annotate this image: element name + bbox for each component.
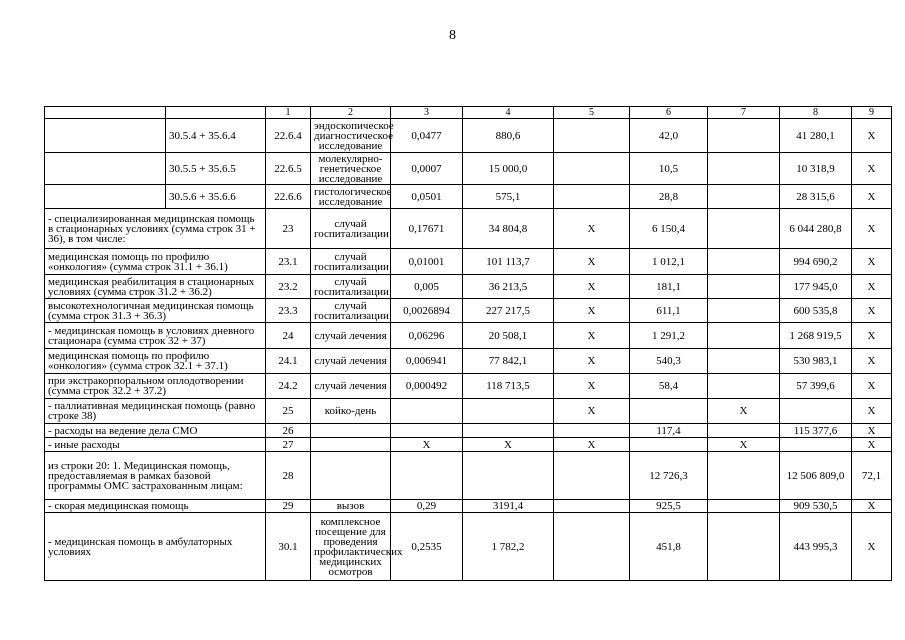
table-row	[45, 349, 892, 374]
blank-cell	[45, 153, 166, 185]
cell-col7: X	[708, 399, 780, 424]
header-cell-3: 3	[391, 107, 463, 119]
row-number: 28	[266, 452, 311, 500]
cell-col6: 451,8	[630, 513, 708, 581]
row-number: 25	[266, 399, 311, 424]
header-cell-7: 7	[708, 107, 780, 119]
cell-col6	[630, 399, 708, 424]
row-name: медицинская реабилитация в стационарных условиях (сумма строк 31.2 + 36.2)	[45, 275, 266, 299]
row-unit: комплексное посещение для проведения профилактических медицинских осмотров	[311, 513, 391, 581]
cell-col9: X	[852, 209, 892, 249]
row-name: - медицинская помощь в амбулаторных условиях	[45, 513, 266, 581]
row-name: - специализированная медицинская помощь в стационарных условиях (сумма строк 31 + 36), в том числе:	[45, 209, 266, 249]
cell-col4: 101 113,7	[463, 249, 554, 275]
header-cell-9: 9	[852, 107, 892, 119]
cell-col9: X	[852, 424, 892, 438]
header-cell-blank-2	[166, 107, 266, 119]
cell-col7	[708, 249, 780, 275]
row-unit: случай госпитализации	[311, 249, 391, 275]
cell-col7	[708, 374, 780, 399]
row-number: 23.2	[266, 275, 311, 299]
cell-col8: 6 044 280,8	[780, 209, 852, 249]
blank-cell	[45, 119, 166, 153]
cell-col4: 1 782,2	[463, 513, 554, 581]
row-name: высокотехнологичная медицинская помощь (сумма строк 31.3 + 36.3)	[45, 299, 266, 323]
row-number: 22.6.6	[266, 185, 311, 209]
row-unit: случай лечения	[311, 323, 391, 349]
cell-col7: X	[708, 438, 780, 452]
cell-col6: 117,4	[630, 424, 708, 438]
cell-col8: 909 530,5	[780, 500, 852, 513]
row-code: 30.5.6 + 35.6.6	[166, 185, 266, 209]
table-row	[45, 399, 892, 424]
cell-col3: 0,0477	[391, 119, 463, 153]
cell-col6: 42,0	[630, 119, 708, 153]
blank-cell	[45, 185, 166, 209]
row-name: - иные расходы	[45, 438, 266, 452]
row-unit: случай госпитализации	[311, 209, 391, 249]
header-cell-1: 1	[266, 107, 311, 119]
table-row	[45, 185, 892, 209]
cell-col3: X	[391, 438, 463, 452]
table-row	[45, 513, 892, 581]
cell-col9: X	[852, 275, 892, 299]
cell-col7	[708, 323, 780, 349]
cell-col3: 0,0026894	[391, 299, 463, 323]
cell-col8: 115 377,6	[780, 424, 852, 438]
cell-col4	[463, 399, 554, 424]
cell-col4: 15 000,0	[463, 153, 554, 185]
row-unit: койко-день	[311, 399, 391, 424]
row-name: - расходы на ведение дела СМО	[45, 424, 266, 438]
cell-col4: 36 213,5	[463, 275, 554, 299]
cell-col4: 118 713,5	[463, 374, 554, 399]
row-unit: эндоскопическое диагностическое исследование	[311, 119, 391, 153]
cell-col7	[708, 500, 780, 513]
cell-col8: 443 995,3	[780, 513, 852, 581]
cell-col8: 57 399,6	[780, 374, 852, 399]
cell-col8	[780, 438, 852, 452]
cell-col9: X	[852, 500, 892, 513]
table-row	[45, 249, 892, 275]
cell-col5: X	[554, 209, 630, 249]
cell-col6: 611,1	[630, 299, 708, 323]
data-table	[44, 106, 892, 581]
row-name: - скорая медицинская помощь	[45, 500, 266, 513]
cell-col9: X	[852, 513, 892, 581]
row-unit: случай лечения	[311, 374, 391, 399]
cell-col3: 0,01001	[391, 249, 463, 275]
cell-col9: X	[852, 399, 892, 424]
cell-col6: 181,1	[630, 275, 708, 299]
cell-col8: 10 318,9	[780, 153, 852, 185]
row-number: 23.3	[266, 299, 311, 323]
cell-col9: X	[852, 349, 892, 374]
cell-col6: 1 012,1	[630, 249, 708, 275]
cell-col3: 0,0501	[391, 185, 463, 209]
cell-col4: 77 842,1	[463, 349, 554, 374]
cell-col5	[554, 500, 630, 513]
row-number: 23.1	[266, 249, 311, 275]
cell-col8: 28 315,6	[780, 185, 852, 209]
cell-col4	[463, 452, 554, 500]
header-cell-5: 5	[554, 107, 630, 119]
cell-col7	[708, 185, 780, 209]
table-row	[45, 299, 892, 323]
cell-col5: X	[554, 438, 630, 452]
row-number: 23	[266, 209, 311, 249]
cell-col8: 1 268 919,5	[780, 323, 852, 349]
table-row	[45, 153, 892, 185]
table-row	[45, 209, 892, 249]
cell-col9: X	[852, 374, 892, 399]
cell-col7	[708, 424, 780, 438]
cell-col6: 10,5	[630, 153, 708, 185]
cell-col6: 6 150,4	[630, 209, 708, 249]
row-number: 30.1	[266, 513, 311, 581]
cell-col6: 12 726,3	[630, 452, 708, 500]
cell-col4: 3191,4	[463, 500, 554, 513]
cell-col3: 0,29	[391, 500, 463, 513]
cell-col8: 12 506 809,0	[780, 452, 852, 500]
cell-col7	[708, 209, 780, 249]
row-number: 22.6.4	[266, 119, 311, 153]
cell-col5	[554, 153, 630, 185]
cell-col5: X	[554, 399, 630, 424]
cell-col4	[463, 424, 554, 438]
row-unit: гистологическое исследование	[311, 185, 391, 209]
cell-col3	[391, 424, 463, 438]
table-row	[45, 424, 892, 438]
cell-col5: X	[554, 323, 630, 349]
cell-col8: 600 535,8	[780, 299, 852, 323]
cell-col7	[708, 299, 780, 323]
table-row	[45, 119, 892, 153]
cell-col4: 20 508,1	[463, 323, 554, 349]
cell-col9: X	[852, 153, 892, 185]
cell-col5	[554, 119, 630, 153]
cell-col6: 925,5	[630, 500, 708, 513]
row-number: 24.2	[266, 374, 311, 399]
table-row	[45, 275, 892, 299]
cell-col5	[554, 452, 630, 500]
header-row	[45, 107, 892, 119]
cell-col6	[630, 438, 708, 452]
cell-col9: X	[852, 299, 892, 323]
cell-col8: 41 280,1	[780, 119, 852, 153]
cell-col5: X	[554, 299, 630, 323]
cell-col7	[708, 349, 780, 374]
row-name: медицинская помощь по профилю «онкология» (сумма строк 32.1 + 37.1)	[45, 349, 266, 374]
row-code: 30.5.5 + 35.6.5	[166, 153, 266, 185]
cell-col3: 0,005	[391, 275, 463, 299]
table-row	[45, 323, 892, 349]
row-name: при экстракорпоральном оплодотворении (сумма строк 32.2 + 37.2)	[45, 374, 266, 399]
cell-col9: X	[852, 438, 892, 452]
table-row	[45, 500, 892, 513]
cell-col6: 540,3	[630, 349, 708, 374]
cell-col8: 177 945,0	[780, 275, 852, 299]
header-cell-blank	[45, 107, 166, 119]
cell-col5	[554, 513, 630, 581]
row-unit: случай лечения	[311, 349, 391, 374]
cell-col5: X	[554, 349, 630, 374]
cell-col7	[708, 119, 780, 153]
row-unit	[311, 424, 391, 438]
cell-col3: 0,06296	[391, 323, 463, 349]
row-unit: случай госпитализации	[311, 299, 391, 323]
row-number: 26	[266, 424, 311, 438]
cell-col3	[391, 452, 463, 500]
cell-col4: 575,1	[463, 185, 554, 209]
cell-col9: X	[852, 119, 892, 153]
table-row	[45, 452, 892, 500]
cell-col4: 34 804,8	[463, 209, 554, 249]
table-row	[45, 374, 892, 399]
cell-col7	[708, 275, 780, 299]
header-cell-8: 8	[780, 107, 852, 119]
cell-col9: X	[852, 323, 892, 349]
row-unit: молекулярно-генетическое исследование	[311, 153, 391, 185]
cell-col7	[708, 452, 780, 500]
cell-col3	[391, 399, 463, 424]
cell-col9: X	[852, 185, 892, 209]
cell-col5: X	[554, 374, 630, 399]
cell-col8: 994 690,2	[780, 249, 852, 275]
cell-col7	[708, 513, 780, 581]
cell-col3: 0,006941	[391, 349, 463, 374]
row-unit	[311, 438, 391, 452]
row-number: 24	[266, 323, 311, 349]
row-code: 30.5.4 + 35.6.4	[166, 119, 266, 153]
cell-col5	[554, 185, 630, 209]
row-number: 27	[266, 438, 311, 452]
cell-col3: 0,17671	[391, 209, 463, 249]
header-cell-2: 2	[311, 107, 391, 119]
row-number: 22.6.5	[266, 153, 311, 185]
row-number: 29	[266, 500, 311, 513]
cell-col6: 28,8	[630, 185, 708, 209]
header-cell-4: 4	[463, 107, 554, 119]
cell-col3: 0,2535	[391, 513, 463, 581]
row-unit: вызов	[311, 500, 391, 513]
cell-col5: X	[554, 249, 630, 275]
cell-col6: 58,4	[630, 374, 708, 399]
cell-col8: 530 983,1	[780, 349, 852, 374]
cell-col4: 227 217,5	[463, 299, 554, 323]
table-row	[45, 438, 892, 452]
row-unit: случай госпитализации	[311, 275, 391, 299]
cell-col3: 0,000492	[391, 374, 463, 399]
row-number: 24.1	[266, 349, 311, 374]
cell-col6: 1 291,2	[630, 323, 708, 349]
row-name: из строки 20: 1. Медицинская помощь, предоставляемая в рамках базовой программы ОМС застрахованным лицам:	[45, 452, 266, 500]
row-unit	[311, 452, 391, 500]
cell-col4: 880,6	[463, 119, 554, 153]
cell-col7	[708, 153, 780, 185]
cell-col9: 72,1	[852, 452, 892, 500]
row-name: медицинская помощь по профилю «онкология» (сумма строк 31.1 + 36.1)	[45, 249, 266, 275]
cell-col3: 0,0007	[391, 153, 463, 185]
row-name: - медицинская помощь в условиях дневного стационара (сумма строк 32 + 37)	[45, 323, 266, 349]
cell-col5	[554, 424, 630, 438]
cell-col9: X	[852, 249, 892, 275]
header-cell-6: 6	[630, 107, 708, 119]
cell-col5: X	[554, 275, 630, 299]
cell-col4: X	[463, 438, 554, 452]
page-number: 8	[449, 28, 456, 43]
cell-col8	[780, 399, 852, 424]
row-name: - паллиативная медицинская помощь (равно строке 38)	[45, 399, 266, 424]
